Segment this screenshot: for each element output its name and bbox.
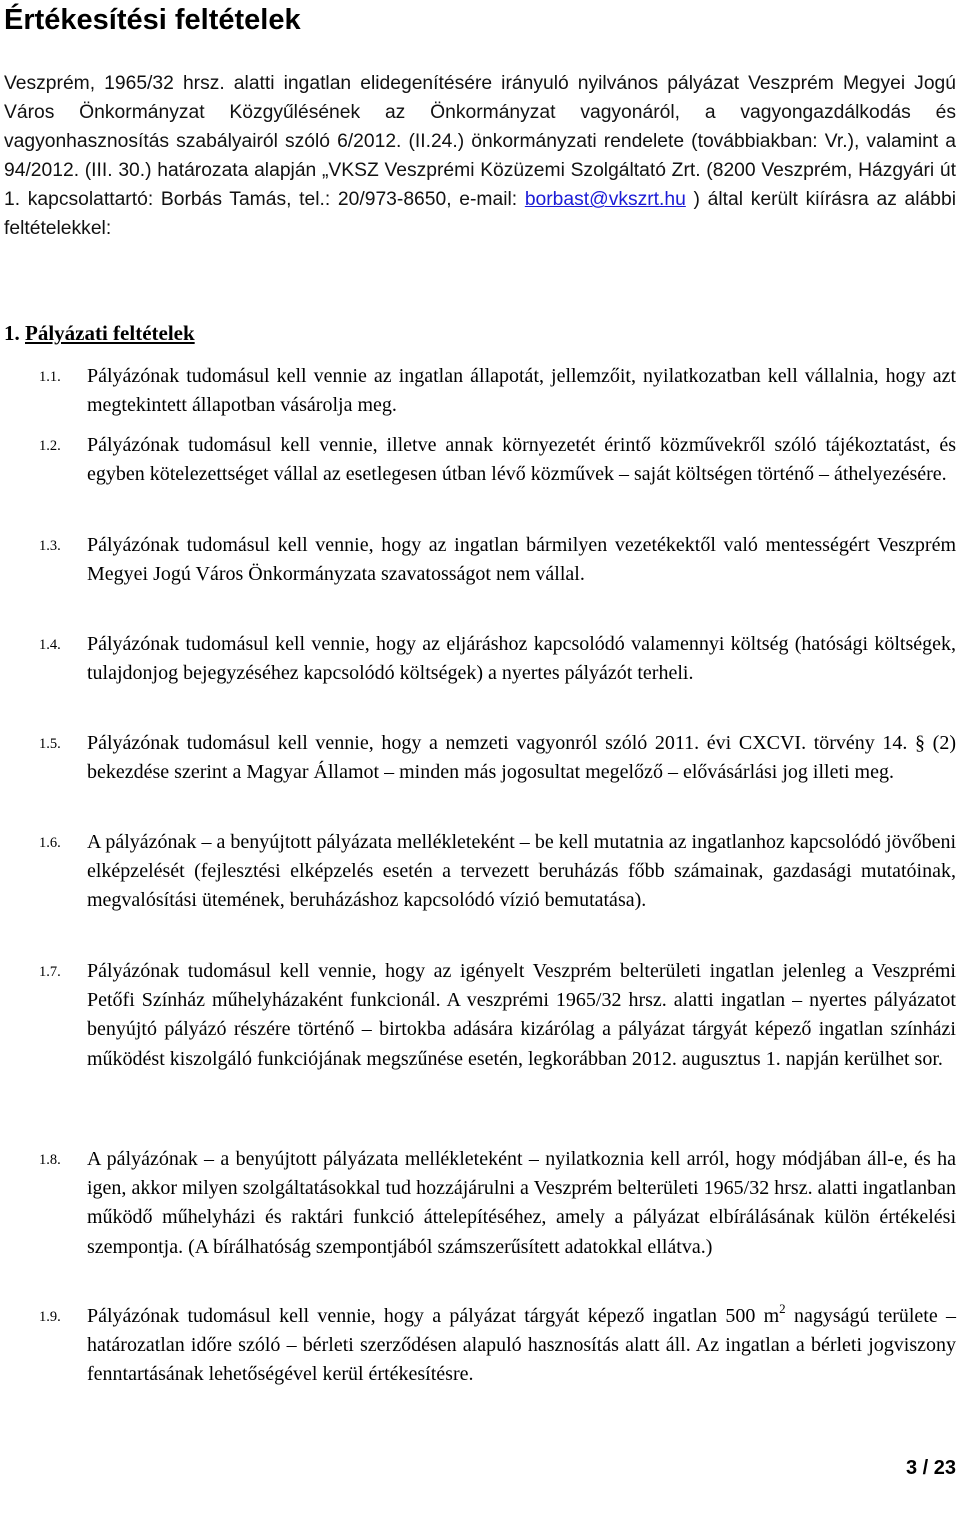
item-text: Pályázónak tudomásul kell vennie, hogy a nemzeti vagyonról szóló 2011. évi CXCVI. törvény 14. § (2) bekezdése szerint a Magyar Államot – minden más jogosultat megelőző – elővásárlási jog illeti meg. bbox=[87, 732, 956, 784]
item-number: 1.2. bbox=[39, 438, 61, 454]
item-number: 1.7. bbox=[39, 964, 61, 980]
item-text-part: Pályázónak tudomásul kell vennie, hogy a pályázat tárgyát képező ingatlan 500 m bbox=[87, 1305, 780, 1327]
item-text: Pályázónak tudomásul kell vennie, hogy az eljáráshoz kapcsolódó valamennyi költség (hatósági költségek, tulajdonjog bejegyzéséhez kapcsolódó költségek) a nyertes pályázót terheli. bbox=[87, 633, 956, 685]
item-number: 1.1. bbox=[39, 369, 61, 385]
item-text: Pályázónak tudomásul kell vennie, hogy az ingatlan bármilyen vezetékektől való mentességért Veszprém Megyei Jogú Város Önkormányzata szavatosságot nem vállal. bbox=[87, 534, 956, 586]
item-number: 1.3. bbox=[39, 538, 61, 554]
page-title: Értékesítési feltételek bbox=[4, 4, 301, 36]
email-link[interactable]: borbast@vkszrt.hu bbox=[524, 189, 686, 211]
item-text bbox=[87, 1302, 956, 1390]
section-number: 1. bbox=[4, 321, 20, 345]
item-text: Pályázónak tudomásul kell vennie az ingatlan állapotát, jellemzőit, nyilatkozatban kell vállalnia, hogy azt megtekintett állapotban vásárolja meg. bbox=[87, 365, 956, 417]
section-heading bbox=[4, 318, 195, 348]
section-title: Pályázati feltételek bbox=[25, 321, 195, 345]
intro-text-end: ) által került kiírásra az alábbi feltételekkel: bbox=[4, 189, 956, 240]
item-text: A pályázónak – a benyújtott pályázata mellékleteként – nyilatkoznia kell arról, hogy módjában áll-e, és ha igen, akkor milyen szolgáltatásokkal tud hozzájárulni a Veszprém belterületi 1965/32 hrsz. alatti ingatlanban működő műhelyházi és raktári funkció áttelepítéséhez, amely a pályázat elbírálásának külön értékelési szempontja. (A bírálhatóság szempontjából számszerűsített adatokkal ellátva.) bbox=[87, 1148, 956, 1258]
item-text: Pályázónak tudomásul kell vennie, illetve annak környezetét érintő közművekről szóló tájékoztatást, és egyben kötelezettséget vállal az esetlegesen útban lévő közművek – saját költségen történő – áthelyezésére. bbox=[87, 434, 956, 486]
item-text: A pályázónak – a benyújtott pályázata mellékleteként – be kell mutatnia az ingatlanhoz kapcsolódó jövőbeni elképzelését (fejlesztési elképzelés esetén a tervezett beruházás főbb számainak, gazdasági mutatóinak, megvalósítási ütemének, beruházáshoz kapcsolódó vízió bemutatása). bbox=[87, 831, 956, 912]
item-text: Pályázónak tudomásul kell vennie, hogy az igényelt Veszprém belterületi ingatlan jelenleg a Veszprémi Petőfi Színház műhelyházaként funkcionál. A veszprémi 1965/32 hrsz. alatti ingatlan – nyertes pályázatot benyújtó pályázó részére történő – birtokba adására kizárólag a pályázat tárgyát képező ingatlan színházi működést kiszolgáló funkciójának megszűnése esetén, legkorábban 2012. augusztus 1. napján kerülhet sor. bbox=[87, 960, 956, 1070]
item-number: 1.8. bbox=[39, 1152, 61, 1168]
item-text-part: nagyságú területe – határozatlan időre szóló – bérleti szerződésen alapuló hasznosítás alatt áll. Az ingatlan a bérleti jogviszony fenntartásának lehetőségével kerül értékesítésre. bbox=[87, 1305, 957, 1386]
intro-text: Veszprém, 1965/32 hrsz. alatti ingatlan elidegenítésére irányuló nyilvános pályázat Veszprém Megyei Jogú Város Önkormányzat Közgyűlésének az Önkormányzat vagyonáról, a vagyongazdálkodás és vagyonhasznosítás szabályairól szóló 6/2012. (II.24.) önkormányzati rendelete (továbbiakban: Vr.), valamint a 94/2012. (III. 30.) határozata alapján „VKSZ Veszprémi Közüzemi Szolgáltató Zrt. (8200 Veszprém, Házgyári út 1. kapcsolattartó: Borbás Tamás, tel.: 20/973-8650, e-mail: bbox=[4, 73, 956, 211]
item-number: 1.9. bbox=[39, 1309, 61, 1325]
item-number: 1.6. bbox=[39, 835, 61, 851]
intro-paragraph bbox=[4, 69, 956, 244]
page-number: 3 / 23 bbox=[905, 1457, 956, 1479]
superscript: 2 bbox=[779, 1301, 786, 1317]
item-number: 1.5. bbox=[39, 736, 61, 752]
item-number: 1.4. bbox=[39, 637, 61, 653]
